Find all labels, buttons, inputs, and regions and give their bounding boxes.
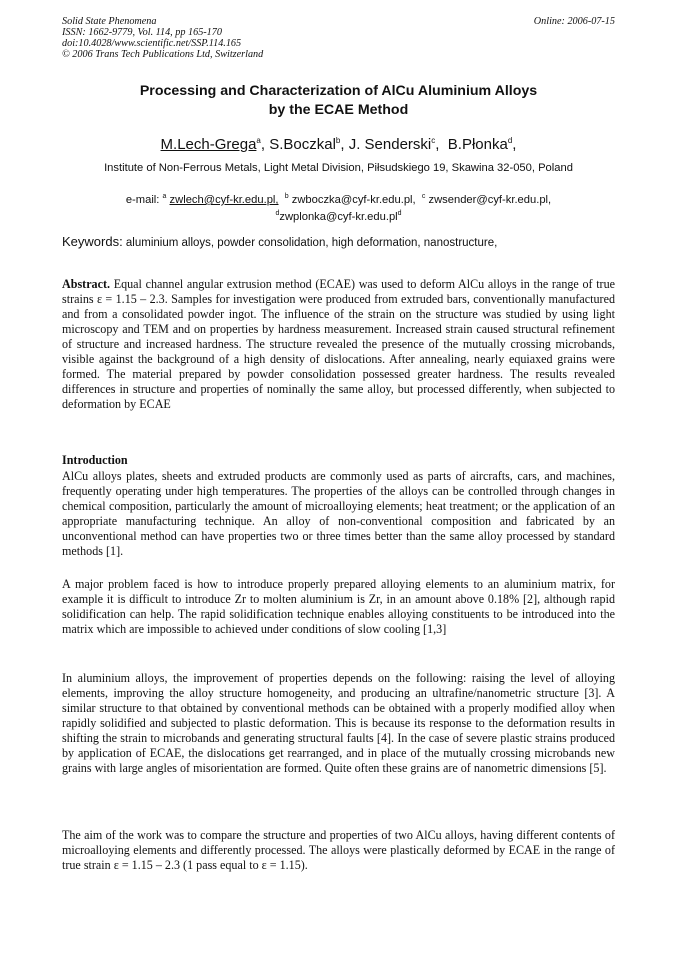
author-name: J. Senderski: [348, 136, 432, 153]
author-name: S.Boczkal: [269, 136, 336, 153]
author-sup: b: [335, 136, 341, 145]
author-sup: d: [507, 136, 513, 145]
email-sup: b: [284, 193, 289, 200]
doi: doi:10.4028/www.scientific.net/SSP.114.165: [62, 38, 242, 49]
paper-title: [62, 82, 615, 120]
author-sup: a: [256, 136, 261, 145]
copyright: © 2006 Trans Tech Publications Ltd, Switzerland: [62, 49, 264, 60]
email-b: zwboczka@cyf-kr.edu.pl,: [291, 194, 416, 206]
keywords: [62, 235, 615, 250]
abstract-text: Equal channel angular extrusion method (ECAE) was used to deform AlCu alloys in the range of true strains ε = 1.15 – 2.3. Samples for investigation were produced from extruded bars, conventionally manufactured and from a consolidated powder ingot. The influence of the strain on the structure was studied by using light microscopy and TEM and on properties by hardness measurement. Increased strain caused structural refinement of structure and increased hardness. The structure revealed the presence of the mutually crossing microbands, visible against the background of a high density of dislocations. After annealing, nearly equiaxed grains were formed. The material prepared by powder consolidation possessed greater hardness. The results revealed differences in structure and properties of nominally the same alloy, but processed differently, when subjected to deformation by ECAE: [62, 277, 615, 411]
author-name: B.Płonka: [447, 136, 508, 153]
email-sup: c: [421, 193, 426, 200]
author-list: M.Lech-Grega$^a$, S.Boczkal$^b$, J. Senderski$^c$, B.Płonka$^d$,: [160, 136, 517, 153]
keywords-text: aluminium alloys, powder consolidation, high deformation, nanostructure,: [125, 237, 498, 249]
email-d: zwplonka@cyf-kr.edu.pl: [279, 211, 398, 223]
abstract-label: Abstract.: [62, 277, 111, 291]
author-sup: c: [431, 136, 436, 145]
paragraph: The aim of the work was to compare the structure and properties of two AlCu alloys, having different contents of microalloying elements and differently processed. The alloys were plastically deformed by ECAE in the range of true strain ε = 1.15 – 2.3 (1 pass equal to ε = 1.15).: [62, 828, 615, 872]
online-date: Online: 2006-07-15: [533, 16, 615, 27]
paragraph: A major problem faced is how to introduce properly prepared alloying elements to an aluminium matrix, for example it is difficult to introduce Zr to molten aluminium is Zr, in an amount above 0.18% [2], although rapid solidification can help. The rapid solidification technique enables alloying constituents to be introduced into the matrix which are impossible to achieved under conditions of slow cooling [1,3]: [62, 577, 615, 636]
title-line-1: Processing and Characterization of AlCu Aluminium Alloys: [139, 83, 538, 99]
email-c: zwsender@cyf-kr.edu.pl,: [428, 194, 552, 206]
journal-name: Solid State Phenomena: [62, 16, 157, 27]
email-sup: a: [162, 193, 167, 200]
email-link-a[interactable]: zwlech@cyf-kr.edu.pl,: [169, 194, 279, 206]
affiliation: Institute of Non-Ferrous Metals, Light Metal Division, Piłsudskiego 19, Skawina 32-050, Poland: [104, 162, 573, 174]
email-sup: d: [397, 210, 402, 217]
abstract: [62, 277, 615, 412]
journal-header: [62, 16, 615, 60]
paragraph: AlCu alloys plates, sheets and extruded products are commonly used as parts of aircrafts, cars, and machines, frequently operating under high temperatures. The properties of the alloys can be controlled through changes in chemical composition, particularly the amount of microalloying elements; heat treatment; or the application of an appropriate manufacturing technique. An alloy of non-conventional composition and fabricated by an unconventional method can have properties two or three times better than the same alloy processed by standard methods [1].: [62, 469, 615, 558]
email-label: e-mail:: [125, 194, 160, 206]
title-line-2: by the ECAE Method: [268, 102, 409, 118]
author-name[interactable]: M.Lech-Grega: [160, 136, 257, 153]
issn: ISSN: 1662-9779, Vol. 114, pp 165-170: [62, 27, 222, 38]
section-heading-introduction: Introduction: [62, 453, 128, 467]
keywords-label: Keywords:: [62, 234, 123, 249]
email-block: [62, 190, 615, 224]
paragraph: In aluminium alloys, the improvement of properties depends on the following: raising the level of alloying elements, improving the alloy structure homogeneity, and producing an ultrafine/nanometric structure [3]. A similar structure to that obtained by conventional methods can be obtained with a properly modified alloy when rapidly solidified and subjected to plastic deformation. This is because its response to the deformation results in shifting the strain to microbands and generating structural faults [4]. In the case of severe plastic strains produced by application of ECAE, the dislocations get rearranged, and in place of the mutually crossing microbands new grains with large angles of misorientation are formed. Quite often these grains are of nanometric dimensions [5].: [62, 671, 615, 775]
email-sup: d: [275, 210, 280, 217]
